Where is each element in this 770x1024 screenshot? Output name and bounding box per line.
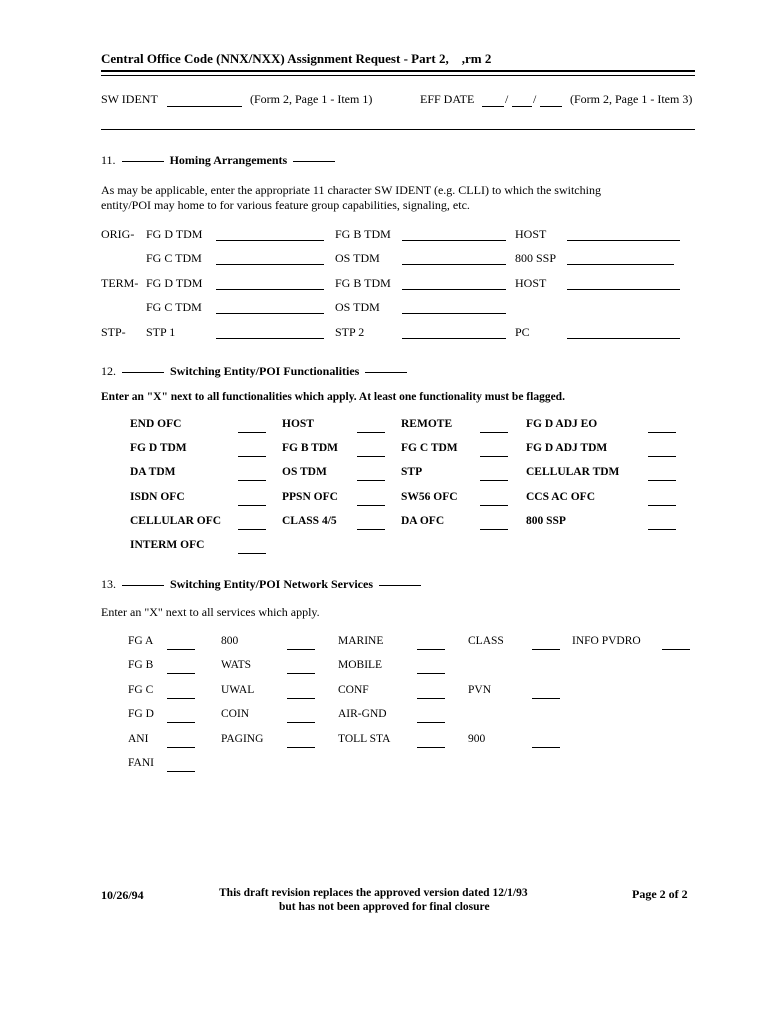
func-interm-ofc-checkbox[interactable] — [238, 553, 266, 554]
service-coin-checkbox[interactable] — [287, 722, 315, 723]
func-remote-label: REMOTE — [401, 418, 453, 430]
footer-date: 10/26/94 — [101, 888, 144, 902]
func-fg-d-adj-eo-label: FG D ADJ EO — [526, 418, 598, 430]
eff-date-label: EFF DATE — [420, 92, 475, 106]
func-fg-d-adj-tdm-checkbox[interactable] — [648, 456, 676, 457]
func-stp-checkbox[interactable] — [480, 480, 508, 481]
eff-date-year[interactable] — [540, 106, 562, 107]
func-fg-b-tdm-label: FG B TDM — [282, 442, 339, 455]
service-pvn-checkbox[interactable] — [532, 698, 560, 699]
func-cellular-ofc-checkbox[interactable] — [238, 529, 266, 530]
service-fg-c-checkbox[interactable] — [167, 698, 195, 699]
func-host-checkbox[interactable] — [357, 432, 385, 433]
service-conf-label: CONF — [338, 683, 369, 696]
section-12-intro: Enter an "X" next to all functionalities which apply. At least one functionality must be flagged. — [101, 391, 565, 403]
dash-right — [379, 585, 421, 586]
dash-right — [293, 161, 335, 162]
func-isdn-ofc-label: ISDN OFC — [130, 490, 185, 503]
service-900-label: 900 — [468, 732, 486, 745]
dash-right — [365, 372, 407, 373]
term-os-tdm-label: OS TDM — [335, 300, 380, 314]
func-fg-d-adj-tdm-label: FG D ADJ TDM — [526, 442, 608, 455]
service-fani-checkbox[interactable] — [167, 771, 195, 772]
service-marine-label: MARINE — [338, 635, 384, 647]
orig-host-field[interactable] — [567, 240, 680, 241]
orig-fg-d-tdm-label: FG D TDM — [146, 227, 203, 241]
section-13-title: Switching Entity/POI Network Services — [170, 577, 373, 591]
service-ani-checkbox[interactable] — [167, 747, 195, 748]
footer-page: Page 2 of 2 — [632, 887, 688, 901]
title-rule — [101, 70, 695, 72]
func-interm-ofc-label: INTERM OFC — [130, 539, 205, 551]
service-uwal-label: UWAL — [221, 683, 255, 696]
section-11-intro-1: As may be applicable, enter the appropriate 11 character SW IDENT (e.g. CLLI) to which the switching — [101, 183, 601, 197]
footer-note-line-1: This draft revision replaces the approved version dated 12/1/93 — [219, 887, 528, 899]
func-ppsn-ofc-label: PPSN OFC — [282, 490, 338, 503]
service-info-pvdro-label: INFO PVDRO — [572, 635, 641, 647]
term-os-tdm-field[interactable] — [402, 313, 506, 314]
sw-ident-field[interactable] — [167, 106, 242, 107]
func-fg-b-tdm-checkbox[interactable] — [357, 456, 385, 457]
func-cellular-tdm-label: CELLULAR TDM — [526, 466, 620, 479]
func-fg-d-adj-eo-checkbox[interactable] — [648, 432, 676, 433]
service-toll-sta-checkbox[interactable] — [417, 747, 445, 748]
func-da-ofc-label: DA OFC — [401, 514, 445, 527]
orig-fg-d-tdm-field[interactable] — [216, 240, 324, 241]
stp-label: STP- — [101, 325, 126, 339]
func-cellular-tdm-checkbox[interactable] — [648, 480, 676, 481]
service-fg-d-checkbox[interactable] — [167, 722, 195, 723]
term-fg-d-tdm-label: FG D TDM — [146, 276, 203, 290]
term-host-field[interactable] — [567, 289, 680, 290]
func-da-tdm-checkbox[interactable] — [238, 480, 266, 481]
func-fg-c-tdm-checkbox[interactable] — [480, 456, 508, 457]
service-marine-checkbox[interactable] — [417, 649, 445, 650]
service-coin-label: COIN — [221, 708, 250, 721]
section-13-intro: Enter an "X" next to all services which apply. — [101, 605, 320, 619]
service-fg-b-label: FG B — [128, 659, 154, 672]
service-conf-checkbox[interactable] — [417, 698, 445, 699]
term-fg-b-tdm-label: FG B TDM — [335, 276, 391, 290]
service-paging-checkbox[interactable] — [287, 747, 315, 748]
orig-fg-b-tdm-field[interactable] — [402, 240, 506, 241]
service-wats-label: WATS — [221, 659, 252, 672]
eff-date-day[interactable] — [512, 106, 532, 107]
term-fg-b-tdm-field[interactable] — [402, 289, 506, 290]
func-sw56-ofc-label: SW56 OFC — [401, 490, 458, 503]
func-end-ofc-checkbox[interactable] — [238, 432, 266, 433]
orig-label: ORIG- — [101, 227, 135, 241]
orig-host-label: HOST — [515, 227, 547, 241]
orig-fg-c-tdm-label: FG C TDM — [146, 251, 202, 265]
stp1-field[interactable] — [216, 338, 324, 339]
term-fg-c-tdm-label: FG C TDM — [146, 300, 202, 314]
service-800-checkbox[interactable] — [287, 649, 315, 650]
service-wats-checkbox[interactable] — [287, 673, 315, 674]
service-ani-label: ANI — [128, 732, 149, 745]
eff-date-sep-2: / — [533, 92, 537, 106]
service-paging-label: PAGING — [221, 732, 264, 745]
service-fg-d-label: FG D — [128, 708, 154, 721]
service-air-gnd-checkbox[interactable] — [417, 722, 445, 723]
func-isdn-ofc-checkbox[interactable] — [238, 505, 266, 506]
orig-os-tdm-field[interactable] — [402, 264, 506, 265]
service-800-label: 800 — [221, 635, 239, 647]
header-divider — [101, 129, 695, 130]
section-12-title: Switching Entity/POI Functionalities — [170, 364, 360, 378]
dash-left — [122, 372, 164, 373]
func-host-label: HOST — [282, 418, 314, 430]
service-class-label: CLASS — [468, 635, 504, 647]
orig-800-ssp-field[interactable] — [567, 264, 674, 265]
section-12-heading — [101, 364, 413, 379]
section-12-number: 12. — [101, 364, 116, 378]
section-11-title: Homing Arrangements — [169, 153, 288, 167]
term-host-label: HOST — [515, 276, 547, 290]
func-end-ofc-label: END OFC — [130, 418, 182, 430]
func-class-4-5-checkbox[interactable] — [357, 529, 385, 530]
service-fg-a-checkbox[interactable] — [167, 649, 195, 650]
sw-ident-ref: (Form 2, Page 1 - Item 1) — [250, 92, 373, 106]
form-title-suffix: ,rm 2 — [448, 51, 492, 66]
func-da-ofc-checkbox[interactable] — [480, 529, 508, 530]
orig-fg-c-tdm-field[interactable] — [216, 264, 324, 265]
stp1-label: STP 1 — [146, 325, 176, 339]
func-remote-checkbox[interactable] — [480, 432, 508, 433]
service-fani-label: FANI — [128, 757, 154, 769]
service-uwal-checkbox[interactable] — [287, 698, 315, 699]
dash-left — [122, 161, 164, 162]
service-air-gnd-label: AIR-GND — [338, 708, 387, 721]
section-11-intro-2: entity/POI may home to for various feature group capabilities, signaling, etc. — [101, 198, 470, 212]
service-mobile-checkbox[interactable] — [417, 673, 445, 674]
section-13-number: 13. — [101, 577, 116, 591]
func-class-4-5-label: CLASS 4/5 — [282, 514, 337, 527]
form-title-main: Central Office Code (NNX/NXX) Assignment Request - Part 2, — [101, 51, 449, 66]
sw-ident-label: SW IDENT — [101, 92, 158, 106]
eff-date-sep-1: / — [505, 92, 509, 106]
func-sw56-ofc-checkbox[interactable] — [480, 505, 508, 506]
func-stp-label: STP — [401, 466, 423, 479]
func-ccs-ac-ofc-label: CCS AC OFC — [526, 490, 596, 503]
term-fg-d-tdm-field[interactable] — [216, 289, 324, 290]
service-900-checkbox[interactable] — [532, 747, 560, 748]
dash-left — [122, 585, 164, 586]
service-toll-sta-label: TOLL STA — [338, 732, 391, 745]
func-os-tdm-checkbox[interactable] — [357, 480, 385, 481]
func-cellular-ofc-label: CELLULAR OFC — [130, 514, 222, 527]
form-title — [101, 51, 491, 67]
eff-date-month[interactable] — [482, 106, 504, 107]
pc-label: PC — [515, 325, 530, 339]
func-fg-d-tdm-checkbox[interactable] — [238, 456, 266, 457]
stp2-label: STP 2 — [335, 325, 365, 339]
term-label: TERM- — [101, 276, 139, 290]
stp2-field[interactable] — [402, 338, 506, 339]
service-mobile-label: MOBILE — [338, 659, 383, 672]
eff-date-ref: (Form 2, Page 1 - Item 3) — [570, 92, 693, 106]
pc-field[interactable] — [567, 338, 680, 339]
orig-os-tdm-label: OS TDM — [335, 251, 380, 265]
section-13-heading — [101, 577, 427, 592]
func-os-tdm-label: OS TDM — [282, 466, 327, 479]
func-800-ssp-checkbox[interactable] — [648, 529, 676, 530]
service-fg-c-label: FG C — [128, 683, 154, 696]
orig-fg-b-tdm-label: FG B TDM — [335, 227, 391, 241]
term-fg-c-tdm-field[interactable] — [216, 313, 324, 314]
section-11-heading — [101, 153, 341, 168]
service-class-checkbox[interactable] — [532, 649, 560, 650]
title-rule-thin — [101, 75, 695, 76]
service-pvn-label: PVN — [468, 683, 492, 696]
footer-note-line-2: but has not been approved for final closure — [279, 901, 490, 913]
service-fg-b-checkbox[interactable] — [167, 673, 195, 674]
func-fg-c-tdm-label: FG C TDM — [401, 442, 458, 455]
service-info-pvdro-checkbox[interactable] — [662, 649, 690, 650]
func-ppsn-ofc-checkbox[interactable] — [357, 505, 385, 506]
func-fg-d-tdm-label: FG D TDM — [130, 442, 187, 455]
service-fg-a-label: FG A — [128, 635, 154, 647]
func-ccs-ac-ofc-checkbox[interactable] — [648, 505, 676, 506]
orig-800-ssp-label: 800 SSP — [515, 251, 557, 265]
func-da-tdm-label: DA TDM — [130, 466, 176, 479]
func-800-ssp-label: 800 SSP — [526, 514, 566, 527]
section-11-number: 11. — [101, 153, 116, 167]
